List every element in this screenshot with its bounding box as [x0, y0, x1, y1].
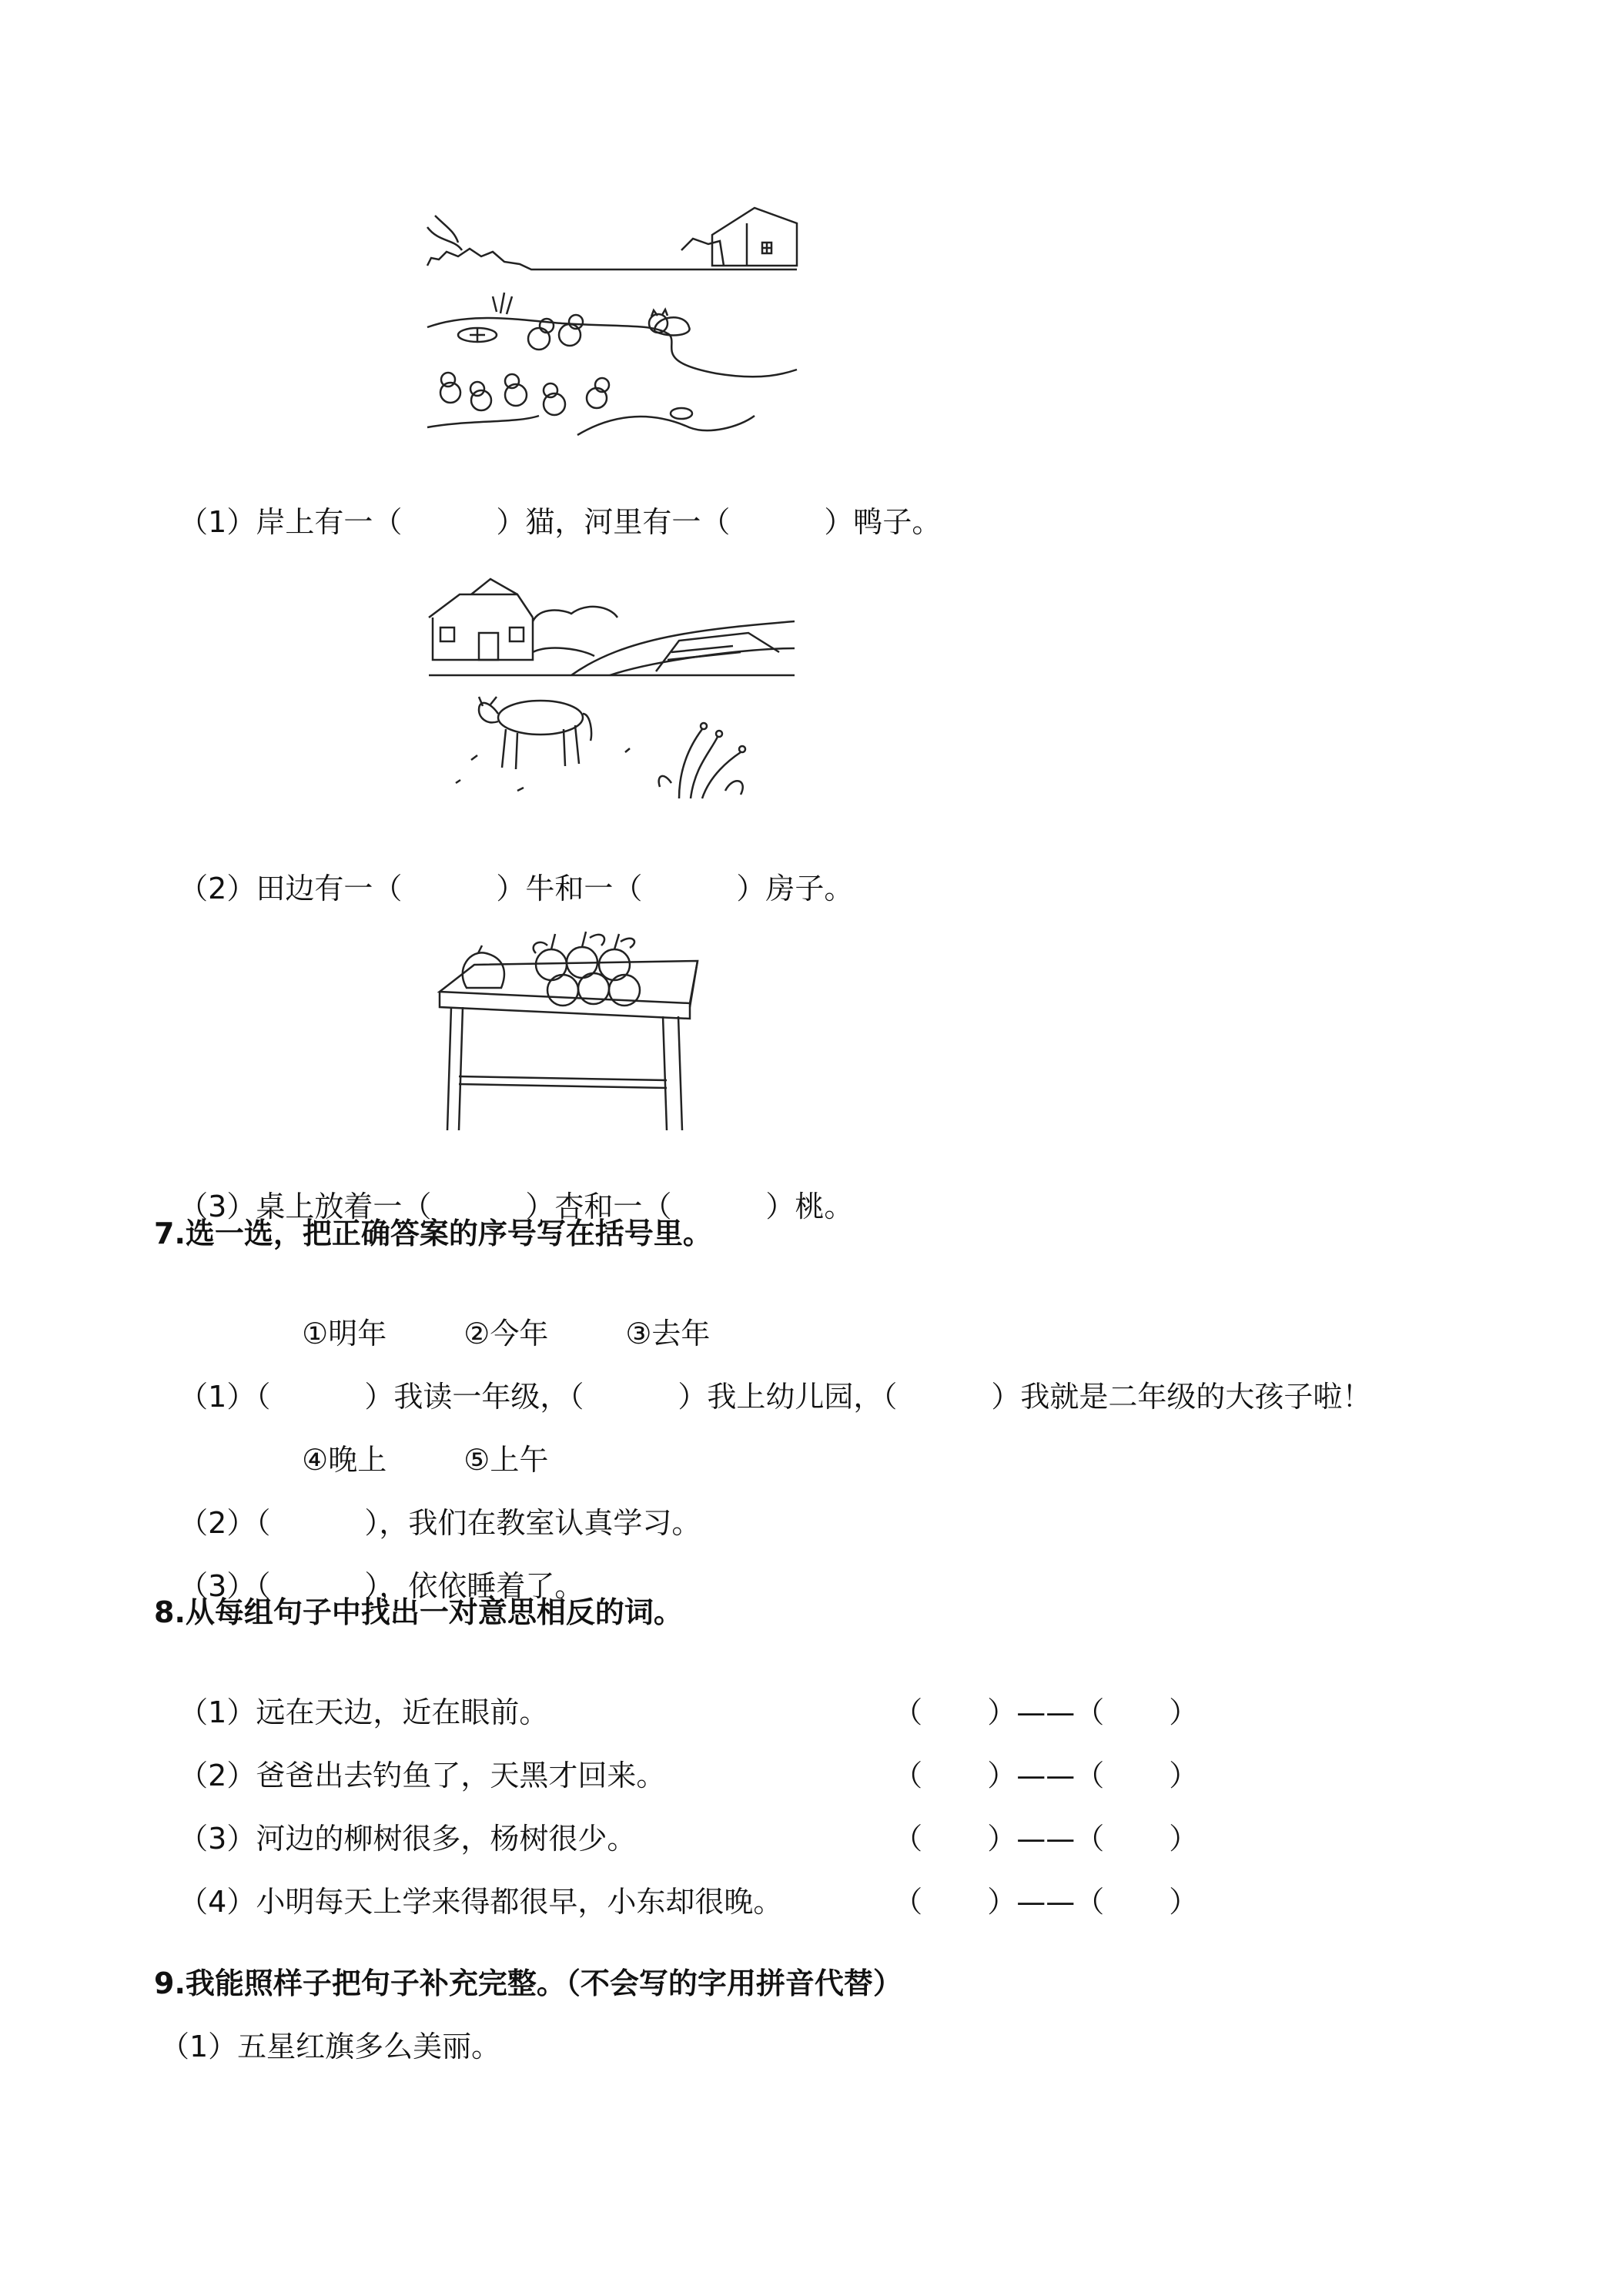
- q9-item-1: （1）五星红旗多么美丽。: [160, 2030, 501, 2063]
- text-segment: ）我上幼儿园，（: [678, 1380, 898, 1414]
- q8-title: 8.从每组句子中找出一对意思相反的词。: [154, 1595, 683, 1629]
- farm-cow-house-illustration: [425, 575, 795, 802]
- text-before-blank: 桌上放着一（: [256, 1190, 432, 1223]
- table-fruit-illustration: [436, 922, 705, 1134]
- option-2: ②今年: [463, 1317, 549, 1350]
- bracket: （: [893, 1885, 923, 1919]
- bracket: ）: [1169, 1822, 1199, 1856]
- option-5: ⑤上午: [463, 1443, 549, 1477]
- option-1: ①明年: [302, 1317, 387, 1350]
- text-between-blanks: ）猫，河里有一（: [496, 505, 731, 539]
- q8-answer-pair-4: [875, 1846, 1198, 1920]
- sentence: （1）远在天边，近在眼前。: [179, 1695, 549, 1729]
- text-between-blanks: ）杏和一（: [525, 1190, 672, 1223]
- bracket: （: [893, 1822, 923, 1856]
- bracket: ）: [1169, 1759, 1199, 1792]
- q7-title: 7.选一选，把正确答案的序号写在括号里。: [154, 1217, 712, 1250]
- item-number: （2）: [179, 872, 256, 905]
- pair-separator: ）——（: [987, 1885, 1105, 1919]
- text-after-blank: ）房子。: [736, 872, 854, 905]
- sentence: （3）河边的柳树很多，杨树很少。: [179, 1822, 637, 1856]
- text-segment: ）我就是二年级的大孩子啦！: [991, 1380, 1372, 1414]
- pair-separator: ）——（: [987, 1695, 1105, 1729]
- pair-separator: ）——（: [987, 1759, 1105, 1792]
- sentence: （4）小明每天上学来得都很早，小东却很晚。: [179, 1885, 783, 1919]
- item-number: （1）（: [179, 1380, 271, 1414]
- q6-item-1: [160, 467, 941, 541]
- bracket: ）: [1169, 1695, 1199, 1729]
- option-4: ④晚上: [302, 1443, 387, 1477]
- q9-title: 9.我能照样子把句子补充完整。（不会写的字用拼音代替）: [154, 1966, 902, 2000]
- item-number: （1）: [179, 505, 256, 539]
- pond-ducks-cat-illustration: [423, 196, 801, 439]
- item-number: （3）（: [179, 1569, 271, 1603]
- item-number: （3）: [179, 1190, 256, 1223]
- pair-separator: ）——（: [987, 1822, 1105, 1856]
- text-segment: ），依依睡着了。: [364, 1569, 584, 1603]
- bracket: （: [893, 1759, 923, 1792]
- q6-item-2: [160, 833, 853, 907]
- text-segment: ），我们在教室认真学习。: [364, 1506, 701, 1540]
- sentence: （2）爸爸出去钓鱼了，天黑才回来。: [179, 1759, 666, 1792]
- text-before-blank: 田边有一（: [256, 872, 403, 905]
- q8-item-4: [160, 1846, 782, 1920]
- item-number: （2）（: [179, 1506, 271, 1540]
- text-between-blanks: ）牛和一（: [496, 872, 643, 905]
- text-after-blank: ）桃。: [765, 1190, 854, 1223]
- q6-item-3: [160, 1151, 853, 1225]
- bracket: ）: [1169, 1885, 1199, 1919]
- text-after-blank: ）鸭子。: [824, 505, 942, 539]
- option-3: ③去年: [625, 1317, 711, 1350]
- text-segment: ）我读一年级，（: [364, 1380, 584, 1414]
- text-before-blank: 岸上有一（: [256, 505, 403, 539]
- bracket: （: [893, 1695, 923, 1729]
